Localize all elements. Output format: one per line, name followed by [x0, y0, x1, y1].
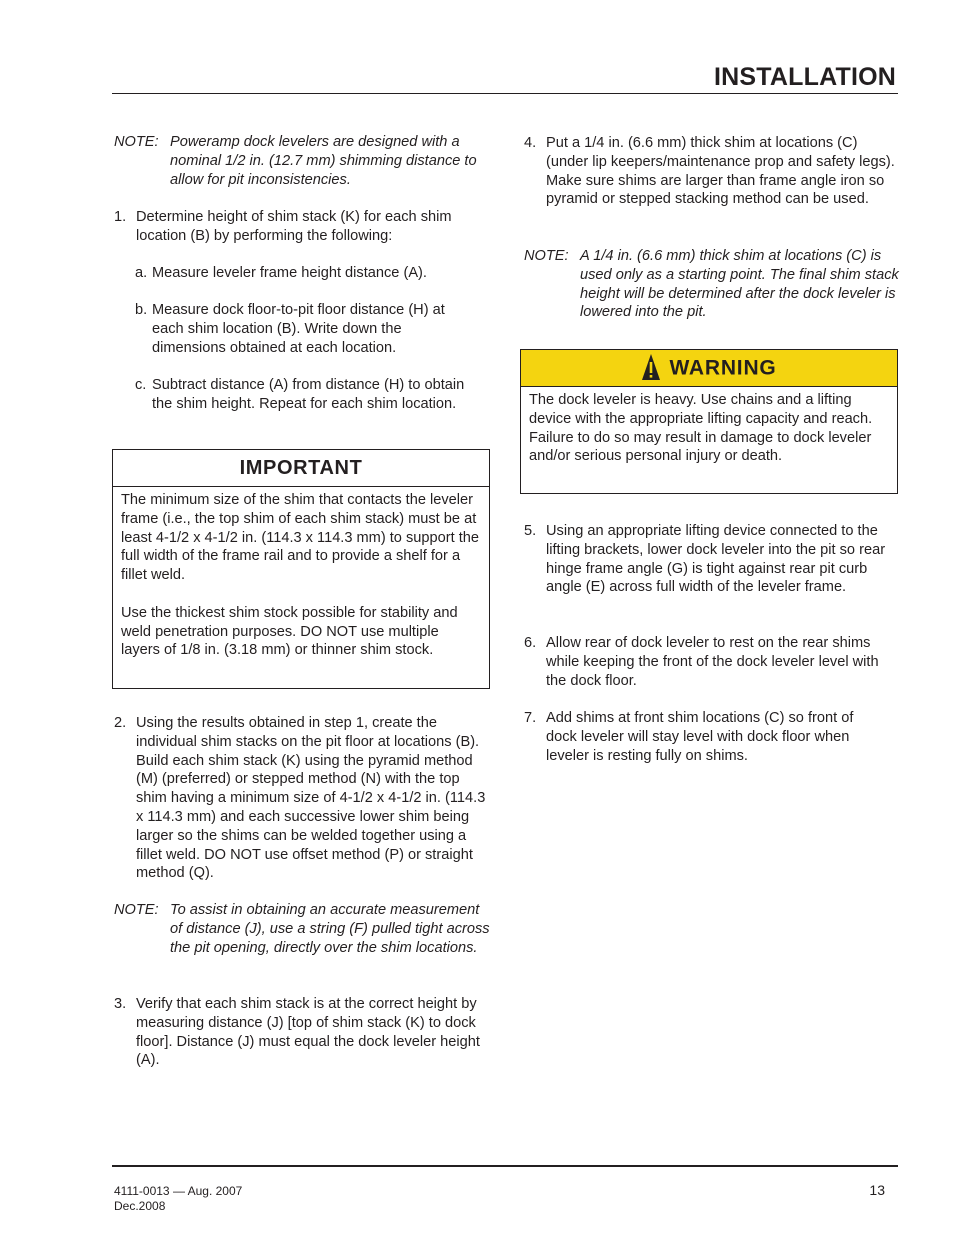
substep-letter: a. [135, 265, 148, 281]
step-text: Put a 1/4 in. (6.6 mm) thick shim at locations (C) (under lip keepers/maintenance prop and safety legs). Make sure shims are larger than frame angle iron so pyramid or stepped stacking method can be used. [546, 135, 895, 208]
note-starting-point [524, 247, 904, 322]
footer-revision: Dec.2008 [114, 1199, 166, 1213]
step-4 [524, 134, 904, 209]
note-label: NOTE: [114, 902, 159, 918]
important-paragraph-2: Use the thickest shim stock possible for stability and weld penetration purposes. DO NOT use multiple layers of 1/8 in. (3.18 mm) or thinner shim stock. [121, 604, 458, 659]
step-number: 1. [114, 209, 127, 225]
step-number: 7. [524, 710, 537, 726]
page-title: INSTALLATION [713, 63, 896, 91]
page-number: 13 [869, 1182, 885, 1198]
step-7 [524, 709, 904, 765]
step-2 [114, 714, 494, 883]
warning-body [521, 387, 897, 474]
note-pit-inconsistencies [114, 133, 494, 189]
step-number: 6. [524, 635, 537, 651]
step-1a [135, 264, 485, 283]
warning-heading [521, 350, 897, 387]
step-number: 5. [524, 523, 537, 539]
note-string-measurement [114, 901, 494, 957]
note-label: NOTE: [114, 134, 159, 150]
step-number: 2. [114, 715, 127, 731]
substep-text: Measure leveler frame height distance (A). [152, 265, 427, 281]
warning-title: WARNING [669, 356, 777, 380]
step-text: Add shims at front shim locations (C) so front of dock leveler will stay level with dock floor when leveler is resting fully on shims. [546, 710, 854, 764]
important-paragraph-1: The minimum size of the shim that contacts the leveler frame (i.e., the top shim of each shim stack) must be at least 4-1/2 x 4-1/2 in. (114.3 x 114.3 mm) to support the full width of the frame rail and to provide a shelf for a fillet weld. [121, 492, 480, 584]
step-text: Verify that each shim stack is at the correct height by measuring distance (J) [top of shim stack (K) to dock floor]. Distance (J) must equal the dock leveler height (A). [136, 996, 480, 1069]
important-box [112, 449, 490, 689]
step-1 [114, 208, 494, 246]
step-text: Using the results obtained in step 1, create the individual shim stacks on the pit floor at locations (B). Build each shim stack (K) using the pyramid method (M) (preferred) or stepped method (N) with the top shim having a minimum size of 4-1/2 x 4-1/2 in. (114.3 x 114.3 mm) and each successive lower shim being larger so the shims can be welded together using a fillet weld. DO NOT use offset method (P) or straight method (Q). [136, 715, 486, 882]
step-number: 4. [524, 135, 537, 151]
warning-box [520, 349, 898, 494]
note-label: NOTE: [524, 248, 569, 264]
substep-letter: b. [135, 302, 148, 318]
footer-doc-number: 4111-0013 — Aug. 2007 [114, 1184, 243, 1198]
step-3 [114, 995, 494, 1070]
note-text: A 1/4 in. (6.6 mm) thick shim at locations (C) is used only as a starting point. The final shim stack height will be determined after the dock leveler is lowered into the pit. [580, 248, 899, 321]
warning-text: The dock leveler is heavy. Use chains and a lifting device with the appropriate lifting capacity and reach. Failure to do so may result in damage to dock leveler and/or serious personal injury or death. [529, 392, 873, 465]
step-1b [135, 301, 475, 357]
important-body [113, 487, 489, 668]
step-5 [524, 522, 904, 597]
step-number: 3. [114, 996, 127, 1012]
step-6 [524, 634, 904, 690]
step-1c [135, 376, 475, 414]
important-heading: IMPORTANT [113, 450, 489, 487]
note-text: To assist in obtaining an accurate measurement of distance (J), use a string (F) pulled tight across the pit opening, directly over the shim locations. [170, 902, 490, 956]
substep-text: Measure dock floor-to-pit floor distance (H) at each shim location (B). Write down the dimensions obtained at each location. [152, 302, 445, 356]
step-text: Allow rear of dock leveler to rest on the rear shims while keeping the front of the dock leveler level with the dock floor. [546, 635, 879, 689]
header-divider [112, 93, 898, 94]
note-text: Poweramp dock levelers are designed with a nominal 1/2 in. (12.7 mm) shimming distance to allow for pit inconsistencies. [170, 134, 477, 188]
warning-triangle-icon [641, 353, 661, 381]
step-text: Using an appropriate lifting device connected to the lifting brackets, lower dock leveler into the pit so rear hinge frame angle (G) is tight against rear pit curb angle (E) across full width of the leveler frame. [546, 523, 886, 596]
substep-text: Subtract distance (A) from distance (H) to obtain the shim height. Repeat for each shim location. [152, 377, 465, 412]
step-text: Determine height of shim stack (K) for each shim location (B) by performing the following: [136, 209, 452, 244]
substep-letter: c. [135, 377, 147, 393]
footer-divider [112, 1165, 898, 1167]
